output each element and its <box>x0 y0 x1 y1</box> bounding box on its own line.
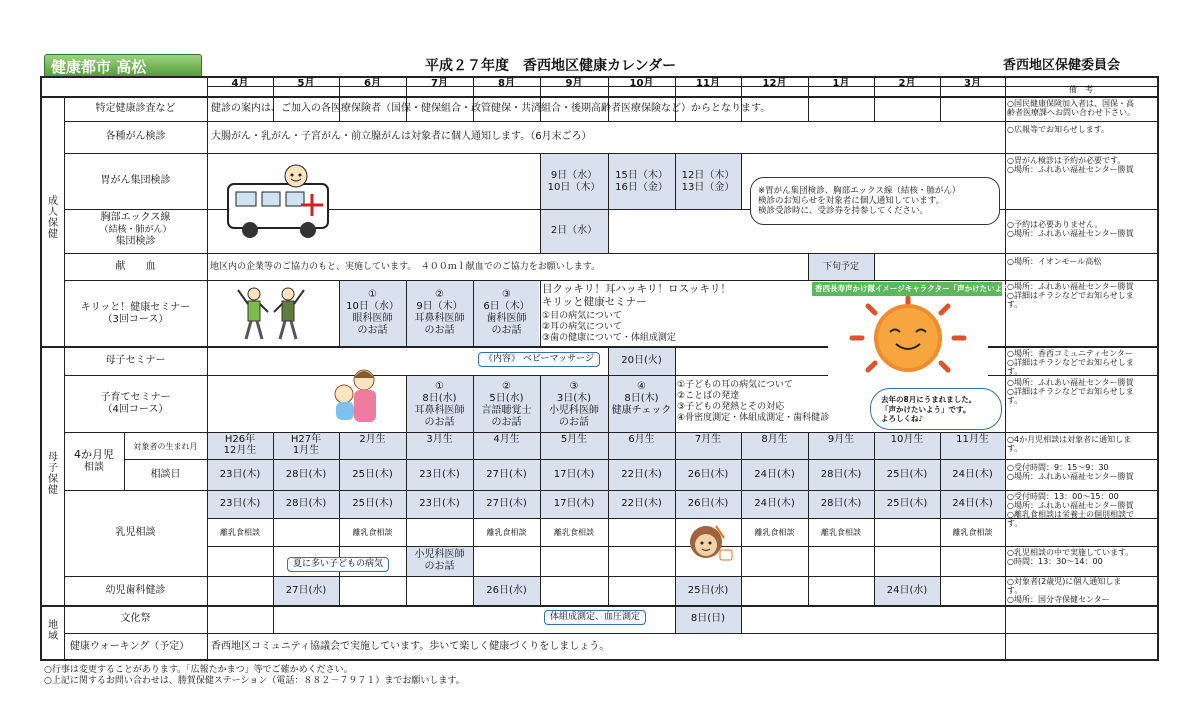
nyuji-day-6: 17日(木) <box>553 498 595 509</box>
kyobu-note: ○予約は必要ありません。 ○場所：ふれあい福祉センター勝賀 <box>1007 220 1134 238</box>
nyuji-note-1: ○受付時間：13：00～15：00 ○場所：ふれあい福祉センター勝賀 ○離乳食相談は栄養士の個別相談で す。 <box>1007 492 1134 528</box>
kosodate-sep: ③ 3日(木) 小児科医師 のお話 <box>549 381 599 428</box>
row-label-kirit-2: （3回コース） <box>102 314 169 325</box>
nyuji-note-2: ○乳児相談の中で実施しています。 ○時間：13：30～14：00 <box>1007 548 1134 566</box>
nyuji-day-5: 27日(木) <box>486 498 527 509</box>
kyobu-sep: 2日（水） <box>550 225 598 236</box>
logo <box>44 54 202 78</box>
row-label-kyobu-3: 集団検診 <box>115 236 156 247</box>
row-label-tokutei: 特定健康診査など <box>95 103 176 114</box>
consult-day-12: 24日(木) <box>952 469 993 480</box>
4month-note-2: ○受付時間：9：15～9：30 ○場所：ふれあい福祉センター勝賀 <box>1007 463 1134 481</box>
consult-day-10: 28日(木) <box>820 469 862 480</box>
kirit-aug: ③ 6日（木） 歯科医師 のお話 <box>483 289 530 336</box>
nyuji-day-3: 25日(木) <box>352 498 393 509</box>
month-header-1: 4月 <box>231 78 249 89</box>
birth-month-6: 5月生 <box>560 434 588 445</box>
nyuji-day-12: 24日(木) <box>952 498 993 509</box>
page-title: 平成２７年度 香西地区健康カレンダー <box>425 58 677 74</box>
consult-day-7: 22日(木) <box>621 469 662 480</box>
boshi-callout: 《内容》 ベビーマッサージ <box>478 352 600 367</box>
nyuji-jul-talk: 小児科医師 のお話 <box>414 549 465 572</box>
logo-text: 健康都市 高松 <box>51 58 147 76</box>
row-label-kirit-1: キリッと！健康セミナー <box>80 302 191 313</box>
kirit-jul: ② 9日（木） 耳鼻科医師 のお話 <box>414 289 465 336</box>
mascot-caption <box>812 282 1018 296</box>
birth-month-7: 6月生 <box>628 434 655 445</box>
row-label-kyobu-1: 胸部エックス線 <box>100 212 171 223</box>
kosodate-note: ○場所：ふれあい福祉センター勝賀 ○詳細はチラシなどでお知らせしま す。 <box>1007 378 1134 405</box>
month-header-4: 7月 <box>431 78 448 89</box>
shika-nov: 25日(水) <box>687 585 729 596</box>
nyuji-day-11: 25日(木) <box>886 498 928 509</box>
birth-month-11: 10月生 <box>890 434 924 445</box>
kosodate-aug: ② 5日(水) 言語聴覚士 のお話 <box>481 381 532 428</box>
sun-mascot <box>828 296 988 384</box>
row-label-kenketsu: 献 血 <box>115 261 156 272</box>
tokutei-note: ○国民健康保険加入者は、国保・高 齢者医療課へお問い合わせ下さい。 <box>1007 99 1135 117</box>
consult-day-8: 26日(木) <box>687 469 729 480</box>
month-header-10: 1月 <box>832 78 850 89</box>
nyuji-day-7: 22日(木) <box>621 498 662 509</box>
row-label-walking: 健康ウォーキング（予定） <box>70 641 190 652</box>
shika-note: ○対象者(2歳児)に個人通知しま す。 ○場所：国分寺保健センター <box>1007 577 1122 604</box>
kirit-items: ①目の病気について ②耳の病気について ③歯の健康について・体組成測定 <box>542 311 676 343</box>
consult-day-1: 23日(木) <box>219 469 261 480</box>
gan-text: 大腸がん・乳がん・子宮がん・前立腺がんは対象者に個人通知します。（6月末ごろ） <box>211 131 592 142</box>
organization-name: 香西地区保健委員会 <box>1003 58 1121 73</box>
kirit-note: ○場所：ふれあい福祉センター勝賀 ○詳細はチラシなどでお知らせしま す。 <box>1007 282 1134 309</box>
remarks-header: 備 考 <box>1069 85 1093 94</box>
birth-month-9: 8月生 <box>761 434 788 445</box>
month-header-7: 10月 <box>629 78 654 89</box>
row-label-kyobu-2: （結核・肺がん） <box>99 225 172 235</box>
row-label-4month-1: 4か月児 <box>74 448 114 461</box>
rinyu-consult-6: 離乳食相談 <box>554 528 594 537</box>
row-sublabel-birth: 対象者の生まれ月 <box>133 442 198 451</box>
mascot-bubble-text: 去年の8月にうまれました。 「声かけたいよう」です。 よろしくね♪ <box>881 395 977 423</box>
birth-month-4: 3月生 <box>426 434 453 445</box>
row-label-nyuji: 乳児相談 <box>115 527 156 538</box>
row-label-kosodate-2: （4回コース） <box>102 404 169 415</box>
consult-day-11: 25日(木) <box>886 469 928 480</box>
consult-day-2: 28日(木) <box>285 469 327 480</box>
nyuji-day-2: 28日(木) <box>285 498 327 509</box>
shika-aug: 26日(水) <box>486 585 527 596</box>
birth-month-10: 9月生 <box>827 434 855 445</box>
birth-month-3: 2月生 <box>359 434 386 445</box>
igan-oct: 15日（木） 16日（金） <box>615 170 668 193</box>
rinyu-consult-1: 離乳食相談 <box>220 528 260 537</box>
nyuji-day-4: 23日(木) <box>419 498 460 509</box>
monkey-illustration <box>680 520 736 572</box>
rinyu-consult-10: 離乳食相談 <box>821 528 861 537</box>
row-label-4month-2: 相談 <box>84 462 104 473</box>
rinyu-consult-3: 離乳食相談 <box>352 528 393 537</box>
kosodate-items: ①子どもの耳の病気について ②ことばの発達 ③子どもの発熱とその対応 ④骨密度測定・体組成測定・歯科健診 <box>677 380 830 423</box>
footer-line-2: ○上記に関するお問い合わせは、勝賀保健ステーション（電話：８８２－７９７１）までお願いします。 <box>44 676 465 686</box>
4month-note-1: ○4か月児相談は対象者に通知しま す。 <box>1007 435 1132 453</box>
igan-nov: 12日（木） 13日（金） <box>681 170 735 193</box>
kosodate-oct: ④ 8日(木) 健康チェック <box>611 381 672 416</box>
walking-text: 香西地区コミュニティ協議会で実施しています。歩いて楽しく健康づくりをしましょう。 <box>211 641 610 652</box>
month-header-8: 11月 <box>696 78 720 89</box>
igan-note: ○胃がん検診は予約が必要です。 ○場所：ふれあい福祉センター勝賀 <box>1007 156 1134 174</box>
mother-child-illustration <box>324 366 388 432</box>
consult-day-3: 25日(木) <box>352 469 393 480</box>
month-header-9: 12月 <box>762 78 787 89</box>
exercise-illustration <box>232 284 312 348</box>
row-label-bunka: 文化祭 <box>120 613 151 624</box>
nyuji-day-1: 23日(木) <box>219 498 261 509</box>
month-header-3: 6月 <box>364 78 381 89</box>
kirit-jun: ① 10日（水） 眼科医師 のお話 <box>346 289 399 336</box>
kenketsu-jan: 下旬予定 <box>822 262 859 272</box>
kenketsu-note: ○場所：イオンモール高松 <box>1007 257 1102 266</box>
month-header-2: 5月 <box>297 78 315 89</box>
footer-line-1: ○行事は変更することがあります。「広報たかまつ」等でご確かめください。 <box>44 665 353 675</box>
mascot-caption-text: 香西長寿声かけ隊イメージキャラクター「声かけたいよう」 <box>815 284 1018 293</box>
bunka-callout: 体組成測定、血圧測定 <box>544 610 646 625</box>
igan-notice-bubble <box>750 177 1000 225</box>
shika-feb: 24日(水) <box>886 585 928 596</box>
section-adult: 成 人 保 健 <box>48 196 58 240</box>
consult-day-9: 24日(木) <box>754 469 795 480</box>
rinyu-consult-9: 離乳食相談 <box>754 528 795 537</box>
month-header-12: 3月 <box>964 78 981 89</box>
consult-day-6: 17日(木) <box>553 469 595 480</box>
nyuji-callout: 夏に多い子どもの病気 <box>287 557 389 572</box>
igan-notice-text: ※胃がん集団検診、胸部エックス線（結核・肺がん） 検診のお知らせを対象者に個人通知しています。 検診受診時に、受診券を持参してください。 <box>758 186 961 216</box>
nyuji-day-10: 28日(木) <box>820 498 862 509</box>
gan-note: ○広報等でお知らせします。 <box>1007 125 1110 134</box>
bus-illustration <box>222 164 342 248</box>
section-community: 地 域 <box>48 620 58 642</box>
boshi-note: ○場所：香西コミュニティセンター ○詳細はチラシなどでお知らせしま す。 <box>1007 349 1134 376</box>
consult-day-5: 27日(木) <box>486 469 527 480</box>
birth-month-2: H27年 1月生 <box>290 434 322 456</box>
tokutei-text: 健診の案内は、ご加入の各医療保険者（国保・健保組合・政管健保・共済組合・後期高齢者医療保険など）からとなります。 <box>211 103 771 114</box>
bunka-nov: 8日(日) <box>690 613 726 624</box>
shika-may: 27日(水) <box>285 585 327 596</box>
nyuji-day-9: 24日(木) <box>754 498 795 509</box>
birth-month-12: 11月生 <box>956 434 989 445</box>
month-header-5: 8月 <box>498 78 515 89</box>
birth-month-8: 7月生 <box>694 434 722 445</box>
row-sublabel-days: 相談日 <box>150 469 181 480</box>
kosodate-jul: ① 8日(水) 耳鼻科医師 のお話 <box>414 381 465 428</box>
rinyu-consult-12: 離乳食相談 <box>952 528 993 537</box>
birth-month-5: 4月生 <box>493 434 520 445</box>
month-header-6: 9月 <box>565 78 583 89</box>
nyuji-day-8: 26日(木) <box>687 498 729 509</box>
row-label-igan: 胃がん集団検診 <box>100 175 171 186</box>
month-header-11: 2月 <box>898 78 916 89</box>
section-maternal: 母 子 保 健 <box>48 452 58 496</box>
row-label-shika: 幼児歯科健診 <box>105 585 166 596</box>
row-label-kosodate-1: 子育てセミナー <box>100 392 171 403</box>
birth-month-1: H26年 12月生 <box>223 434 257 456</box>
row-label-gan: 各種がん検診 <box>105 131 166 142</box>
boshi-oct: 20日(火) <box>621 355 662 366</box>
igan-sep: 9日（水） 10日（木） <box>547 170 601 193</box>
mascot-bubble <box>870 388 1002 430</box>
consult-day-4: 23日(木) <box>419 469 460 480</box>
rinyu-consult-5: 離乳食相談 <box>486 528 527 537</box>
kenketsu-text: 地区内の企業等のご協力のもと、実施しています。 ４００ｍｌ献血でのご協力をお願いします。 <box>210 262 601 272</box>
row-label-boshi: 母子セミナー <box>105 355 166 366</box>
kirit-title: 目クッキリ！耳ハッキリ！ロスッキリ！ キリッと健康セミナー <box>542 283 731 308</box>
